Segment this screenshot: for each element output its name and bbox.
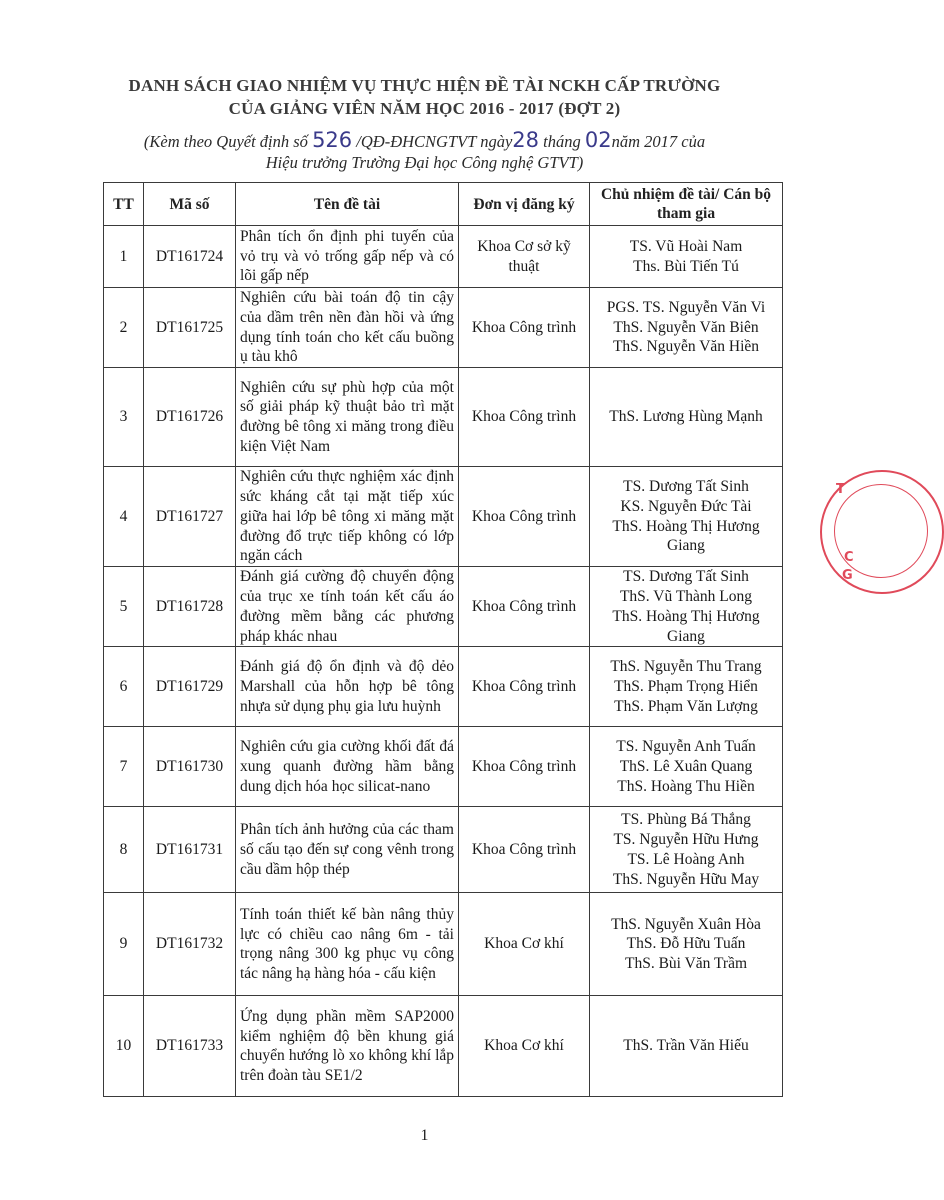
registering-unit: Khoa Công trình (459, 807, 590, 893)
project-code: DT161731 (144, 807, 236, 893)
header-code: Mã số (144, 183, 236, 226)
member-name: ThS. Vũ Thành Long (619, 587, 753, 605)
row-number: 5 (104, 567, 144, 647)
project-code: DT161727 (144, 467, 236, 567)
seal-text: T (836, 482, 845, 497)
row-number: 8 (104, 807, 144, 893)
registering-unit: Khoa Công trình (459, 727, 590, 807)
member-name: ThS. Nguyễn Văn Hiền (612, 338, 760, 356)
member-name: ThS. Nguyễn Xuân Hòa (611, 915, 761, 933)
project-members (590, 727, 783, 807)
member-name: ThS. Lương Hùng Mạnh (609, 408, 763, 426)
seal-text: C (844, 550, 854, 565)
member-name: ThS. Đỗ Hữu Tuấn (626, 935, 746, 953)
member-name: ThS. Bùi Văn Trầm (624, 955, 748, 973)
project-members (590, 996, 783, 1097)
decision-reference (0, 128, 849, 152)
project-members (590, 467, 783, 567)
row-number: 2 (104, 288, 144, 368)
decision-month: 02 (584, 128, 612, 152)
project-title: Nghiên cứu thực nghiệm xác định sức kháng cắt tại mặt tiếp xúc giữa hai lớp bê tông xi măng mặt đường đổ trực tiếp không có lớp ngăn cách (236, 467, 459, 567)
project-code: DT161728 (144, 567, 236, 647)
member-name: ThS. Hoàng Thu Hiền (617, 777, 755, 795)
project-members (590, 647, 783, 727)
row-number: 4 (104, 467, 144, 567)
project-code: DT161733 (144, 996, 236, 1097)
project-title: Nghiên cứu gia cường khối đất đá xung quanh đường hầm bằng dung dịch hóa học silicat-nano (236, 727, 459, 807)
seal-text: G (842, 568, 853, 583)
registering-unit: Khoa Cơ sở kỹ thuật (459, 226, 590, 288)
row-number: 3 (104, 368, 144, 467)
table-row (104, 893, 783, 996)
row-number: 6 (104, 647, 144, 727)
table-row (104, 727, 783, 807)
header-title: Tên đề tài (236, 183, 459, 226)
member-name: TS. Dương Tất Sinh (623, 478, 749, 496)
table-row (104, 467, 783, 567)
project-title: Phân tích ổn định phi tuyến của vỏ trụ và vỏ trống gấp nếp và có lõi gấp nếp (236, 226, 459, 288)
member-name: ThS. Phạm Văn Lượng (614, 697, 758, 715)
member-name: ThS. Trần Văn Hiếu (623, 1037, 749, 1055)
header-members: Chủ nhiệm đề tài/ Cán bộ tham gia (590, 183, 783, 226)
project-members (590, 893, 783, 996)
row-number: 7 (104, 727, 144, 807)
member-name: ThS. Hoàng Thị Hương Giang (612, 517, 760, 555)
project-code: DT161724 (144, 226, 236, 288)
project-members (590, 226, 783, 288)
decision-month-label: tháng (539, 132, 585, 151)
member-name: ThS. Nguyễn Hữu May (612, 870, 760, 888)
document-title-line-2: CỦA GIẢNG VIÊN NĂM HỌC 2016 - 2017 (ĐỢT 2) (228, 99, 621, 118)
table-header-row (104, 183, 783, 226)
project-members (590, 368, 783, 467)
registering-unit: Khoa Cơ khí (459, 893, 590, 996)
member-name: Ths. Bùi Tiến Tú (633, 257, 739, 275)
decision-prefix: (Kèm theo Quyết định số (143, 132, 313, 151)
project-title: Nghiên cứu bài toán độ tin cậy của dầm trên nền đàn hồi và ứng dụng tính toán cho kết cấu buồng ụ tàu khô (236, 288, 459, 368)
member-name: ThS. Phạm Trọng Hiển (614, 677, 758, 695)
table-row (104, 567, 783, 647)
project-title: Đánh giá độ ổn định và độ dẻo Marshall của hỗn hợp bê tông nhựa sử dụng phụ gia lưu huỳnh (236, 647, 459, 727)
row-number: 1 (104, 226, 144, 288)
project-code: DT161730 (144, 727, 236, 807)
page-number: 1 (420, 1127, 429, 1144)
table-body (104, 226, 783, 1097)
table-row (104, 368, 783, 467)
row-number: 9 (104, 893, 144, 996)
decision-year: năm 2017 của (611, 132, 706, 151)
member-name: TS. Lê Hoàng Anh (627, 850, 745, 868)
table-row (104, 226, 783, 288)
row-number: 10 (104, 996, 144, 1097)
project-title: Ứng dụng phần mềm SAP2000 kiểm nghiệm độ bền khung giá chuyển hướng lò xo không khí lắp trên đoàn tàu SE1/2 (236, 996, 459, 1097)
table-row (104, 807, 783, 893)
member-name: ThS. Nguyễn Thu Trang (610, 658, 762, 676)
member-name: TS. Dương Tất Sinh (623, 568, 749, 586)
decision-day: 28 (512, 128, 540, 152)
project-title: Phân tích ảnh hưởng của các tham số cấu tạo đến sự cong vênh trong cầu dầm hộp thép (236, 807, 459, 893)
project-title: Đánh giá cường độ chuyển động của trục xe tính toán kết cấu áo đường mềm bằng các phương pháp khác nhau (236, 567, 459, 647)
table-row (104, 996, 783, 1097)
registering-unit: Khoa Công trình (459, 368, 590, 467)
member-name: KS. Nguyễn Đức Tài (620, 497, 752, 515)
decision-number: 526 (312, 128, 353, 152)
project-title: Nghiên cứu sự phù hợp của một số giải pháp kỹ thuật bảo trì mặt đường bê tông xi măng trong điều kiện Việt Nam (236, 368, 459, 467)
header-tt: TT (104, 183, 144, 226)
registering-unit: Khoa Công trình (459, 467, 590, 567)
project-code: DT161725 (144, 288, 236, 368)
project-code: DT161729 (144, 647, 236, 727)
member-name: TS. Nguyễn Hữu Hưng (613, 831, 759, 849)
project-members (590, 567, 783, 647)
member-name: ThS. Hoàng Thị Hương Giang (612, 607, 760, 645)
project-title: Tính toán thiết kế bàn nâng thủy lực có chiều cao nâng 6m - tải trọng nâng 300 kg phục vụ công tác nâng hạ hàng hóa - cấu kiện (236, 893, 459, 996)
decision-reference-line-2: Hiệu trưởng Trường Đại học Công nghệ GTVT) (265, 153, 584, 172)
table-row (104, 647, 783, 727)
document-title-line-1: DANH SÁCH GIAO NHIỆM VỤ THỰC HIỆN ĐỀ TÀI NCKH CẤP TRƯỜNG (128, 76, 721, 95)
member-name: PGS. TS. Nguyễn Văn Vi (606, 298, 766, 316)
member-name: ThS. Nguyễn Văn Biên (613, 318, 759, 336)
registering-unit: Khoa Công trình (459, 288, 590, 368)
decision-mid: /QĐ-ĐHCNGTVT ngày (352, 132, 513, 151)
registering-unit: Khoa Công trình (459, 647, 590, 727)
registering-unit: Khoa Cơ khí (459, 996, 590, 1097)
header-unit: Đơn vị đăng ký (459, 183, 590, 226)
member-name: TS. Vũ Hoài Nam (629, 237, 743, 255)
project-code: DT161726 (144, 368, 236, 467)
table-row (104, 288, 783, 368)
project-members (590, 288, 783, 368)
project-table (103, 182, 783, 1097)
project-members (590, 807, 783, 893)
member-name: ThS. Lê Xuân Quang (619, 757, 753, 775)
project-code: DT161732 (144, 893, 236, 996)
registering-unit: Khoa Công trình (459, 567, 590, 647)
official-seal (820, 470, 944, 594)
member-name: TS. Phùng Bá Thắng (621, 811, 751, 829)
member-name: TS. Nguyễn Anh Tuấn (616, 738, 756, 756)
